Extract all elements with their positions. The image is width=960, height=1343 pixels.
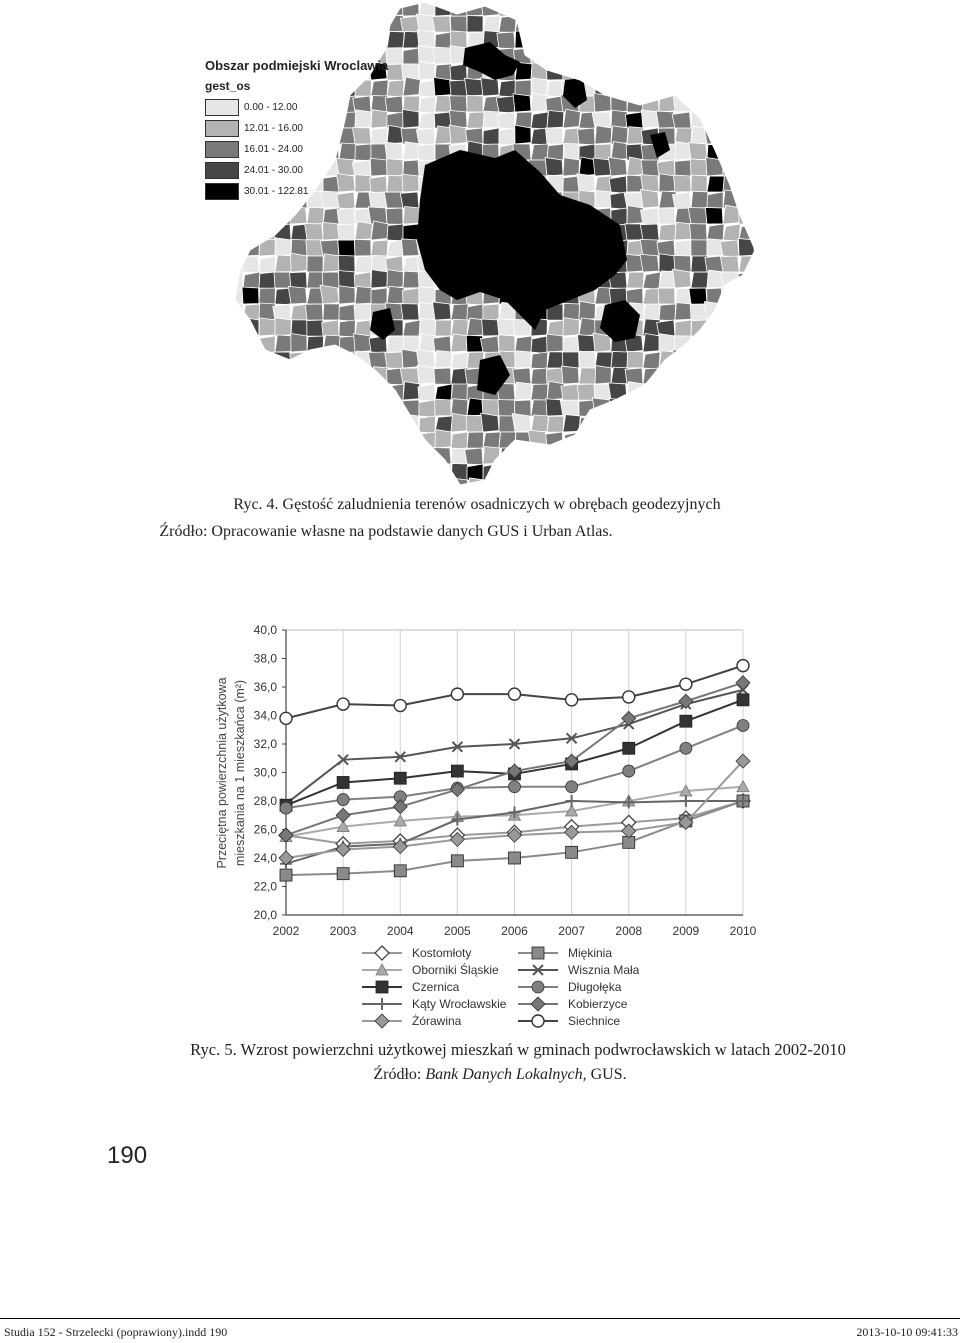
figure5-source-suffix: GUS. (586, 1066, 627, 1083)
map-legend (205, 58, 388, 202)
x-tick-label: 2003 (329, 924, 357, 938)
figure5-source (20, 1066, 960, 1084)
figure5-caption: Ryc. 5. Wzrost powierzchni użytkowej mieszkań w gminach podwrocławskich w latach 2002-2010 (190, 1040, 846, 1059)
figure5-source-italic: Bank Danych Lokalnych, (425, 1066, 587, 1083)
data-point (337, 776, 349, 788)
legend-marker (375, 946, 389, 960)
data-point (737, 694, 749, 706)
data-point (623, 742, 635, 754)
x-tick-label: 2005 (444, 924, 471, 938)
data-point (566, 694, 578, 706)
data-point (623, 691, 635, 703)
figure4-source: Źródło: Opracowanie własne na podstawie danych GUS i Urban Atlas. (159, 523, 613, 540)
x-tick-label: 2009 (672, 924, 700, 938)
legend-swatch (205, 183, 239, 200)
y-tick-label: 34,0 (253, 708, 277, 723)
x-tick-label: 2002 (272, 924, 300, 938)
footer-file: Studia 152 - Strzelecki (poprawiony).indd 190 (4, 1325, 228, 1339)
chart-legend (362, 946, 640, 1028)
legend-label: 0.00 - 12.00 (244, 102, 298, 113)
legend-label: 24.01 - 30.00 (244, 165, 303, 176)
data-point (509, 781, 521, 793)
figure4-caption: Ryc. 4. Gęstość zaludnienia terenów osadniczych w obrębach geodezyjnych (233, 496, 721, 513)
x-tick-label: 2007 (558, 924, 585, 938)
legend-row (205, 139, 388, 160)
chart-graphic (200, 615, 780, 1035)
y-tick-label: 36,0 (253, 680, 277, 694)
legend-marker (375, 1014, 389, 1028)
legend-label: Żórawina (412, 1014, 462, 1028)
x-tick-label: 2006 (501, 924, 528, 938)
y-tick-label: 22,0 (253, 879, 277, 894)
data-point (680, 742, 692, 754)
print-footer (0, 1318, 960, 1343)
figure5-source-prefix: Źródło: (373, 1066, 426, 1083)
data-point (566, 781, 578, 793)
data-point (509, 688, 521, 700)
data-point (680, 678, 692, 690)
legend-label: Kostomłoty (412, 946, 472, 960)
data-point (509, 852, 521, 864)
legend-marker (532, 947, 544, 959)
data-point (337, 794, 349, 806)
legend-label: Kąty Wrocławskie (412, 997, 507, 1011)
data-point (337, 868, 349, 880)
legend-row (205, 97, 388, 118)
legend-label: Kobierzyce (568, 997, 628, 1011)
y-tick-label: 32,0 (253, 737, 277, 751)
x-tick-label: 2008 (615, 924, 643, 938)
data-point (737, 719, 749, 731)
footer-timestamp: 2013-10-10 09:41:33 (856, 1325, 958, 1339)
legend-marker (376, 998, 388, 1010)
legend-marker (531, 997, 545, 1011)
data-point (337, 698, 349, 710)
y-axis-title-line2: mieszkania na 1 mieszkańca (m²) (233, 679, 247, 867)
y-tick-label: 20,0 (253, 908, 277, 922)
data-point (394, 772, 406, 784)
legend-row (205, 181, 388, 202)
legend-label: 16.01 - 24.00 (244, 144, 303, 155)
legend-row (205, 118, 388, 139)
y-axis-title: Przeciętna powierzchnia użytkowa (215, 677, 229, 869)
legend-marker (532, 1015, 544, 1027)
x-tick-label: 2004 (386, 924, 414, 938)
legend-label: Długołęka (568, 980, 622, 994)
line-chart (200, 615, 780, 1035)
legend-marker (376, 981, 388, 993)
page-number: 190 (107, 1142, 148, 1169)
y-tick-label: 40,0 (253, 623, 277, 637)
legend-label: Miękinia (568, 946, 613, 960)
legend-row (205, 160, 388, 181)
legend-swatch (205, 120, 239, 137)
data-point (451, 855, 463, 867)
legend-swatch (205, 99, 239, 116)
data-point (280, 712, 292, 724)
map-title: Obszar podmiejski Wroclawia (205, 58, 389, 73)
data-point (394, 865, 406, 877)
legend-label: 30.01 - 122.81 (244, 186, 309, 197)
data-point (451, 688, 463, 700)
y-tick-label: 28,0 (253, 794, 277, 808)
data-point (566, 846, 578, 858)
legend-label: Oborniki Śląskie (412, 963, 499, 977)
data-point (737, 660, 749, 672)
legend-label: 12.01 - 16.00 (244, 123, 303, 134)
y-tick-label: 38,0 (253, 651, 277, 666)
map-legend-field: gest_os (205, 79, 251, 93)
legend-swatch (205, 141, 239, 158)
legend-swatch (205, 162, 239, 179)
legend-marker (532, 981, 544, 993)
data-point (451, 765, 463, 777)
data-point (394, 700, 406, 712)
legend-label: Siechnice (568, 1014, 621, 1028)
legend-label: Czernica (412, 980, 460, 994)
y-tick-label: 24,0 (253, 851, 277, 865)
y-tick-label: 30,0 (253, 765, 277, 780)
data-point (623, 765, 635, 777)
x-tick-label: 2010 (729, 924, 757, 938)
data-point (280, 802, 292, 814)
data-point (680, 715, 692, 727)
legend-label: Wisznia Mała (568, 963, 640, 977)
y-tick-label: 26,0 (253, 822, 277, 837)
data-point (280, 869, 292, 881)
